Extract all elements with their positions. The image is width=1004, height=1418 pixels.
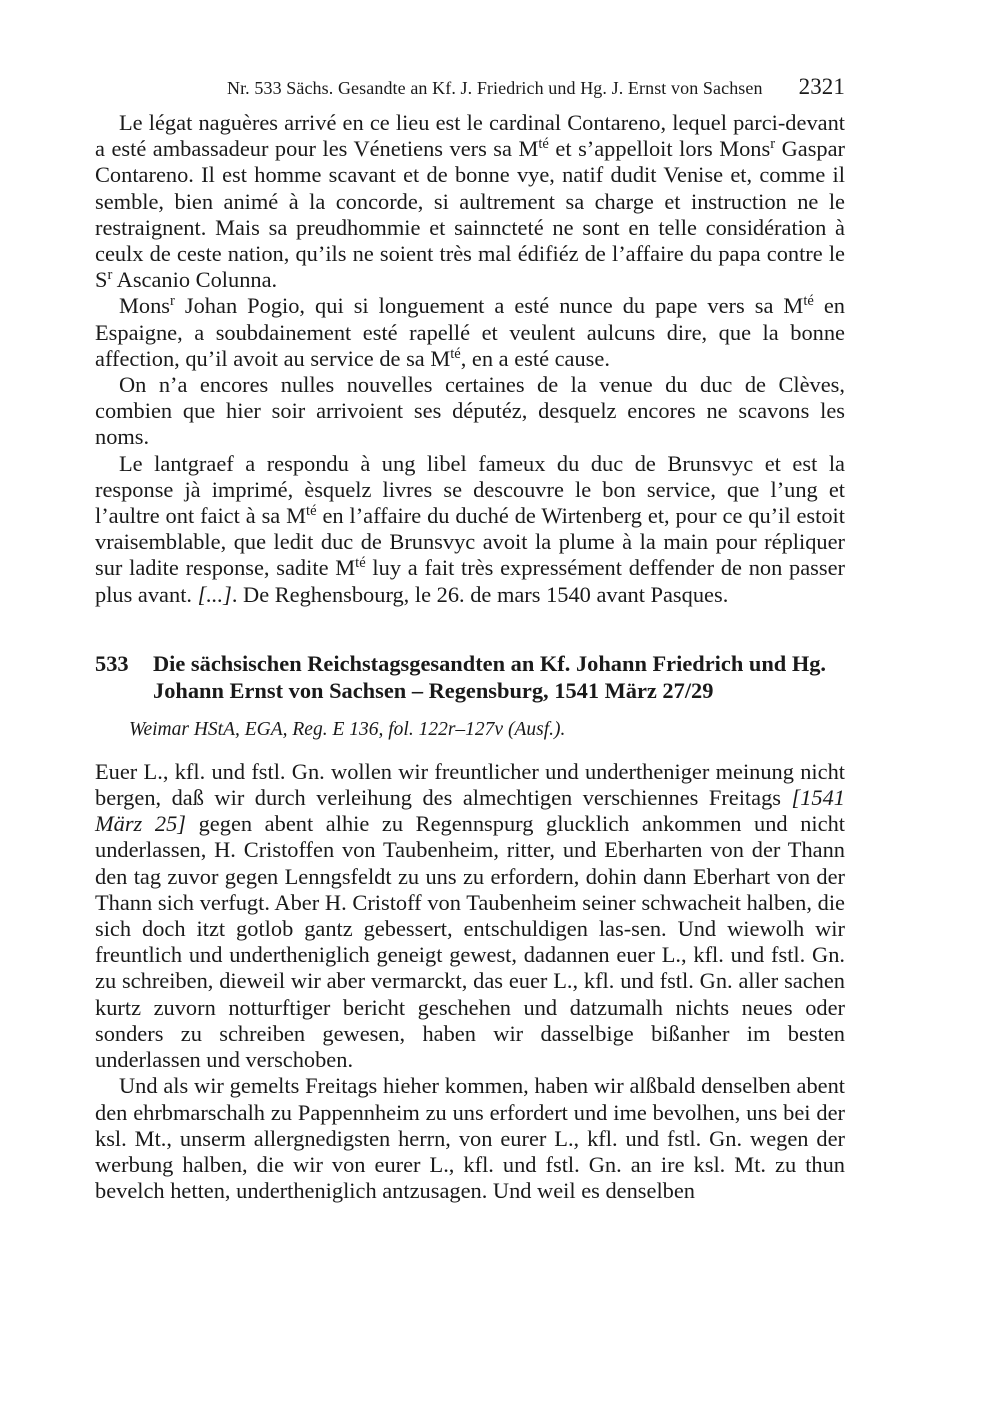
running-header (95, 74, 845, 110)
editorial-date: [1541 März 25] (95, 785, 845, 837)
superscript: r (170, 293, 175, 310)
section-heading (95, 650, 845, 704)
superscript: r (107, 267, 113, 284)
editorial-ellipsis: [...] (197, 581, 232, 607)
paragraph: Le lantgraef a respondu à ung libel fameux du duc de Brunsvyc et est la response jà imprimé, èsquelz livres se descouvre le bon service, que l’ung et l’aultre ont faict à sa $M^{té}$ en l’affaire du duché de Wirtenberg et, pour ce qu’il estoit vraisemblable, que ledit duc de Brunsvyc avoit la plume à la main pour répliquer sur ladite response, sadite $M^{té}$ luy a fait très expressément deffender de non passer plus avant. [...]. De Reghensbourg, le 26. de mars 1540 avant Pasques. (95, 450, 845, 607)
document-page (95, 74, 845, 1204)
superscript: té (355, 555, 366, 572)
paragraph: Mons$^r$ Johan Pogio, qui si longuement a esté nunce du pape vers sa $M^{té}$ en Espaigne, a soubdainement esté rapellé et veulent aulcuns dire, que la bonne affection, qu’il avoit au service de sa $M^{té}$, en a esté cause. (95, 293, 845, 371)
running-title: Nr. 533 Sächs. Gesandte an Kf. J. Friedrich und Hg. J. Ernst von Sachsen (226, 78, 763, 98)
superscript: té (538, 136, 549, 153)
section-title: Die sächsischen Reichstagsgesandten an Kf. Johann Friedrich und Hg. Johann Ernst von Sachsen – Regensburg, 1541 März 27/29 (153, 650, 827, 703)
french-letter-text (95, 110, 845, 608)
superscript: r (770, 136, 776, 153)
superscript: té (803, 293, 814, 310)
superscript: té (450, 345, 461, 362)
paragraph: On n’a encores nulles nouvelles certaines de la venue du duc de Clèves, combien que hier soir arrivoient ses députéz, desquelz encores ne scavons les noms. (95, 372, 845, 450)
superscript: té (306, 503, 317, 520)
source-citation: Weimar HStA, EGA, Reg. E 136, fol. 122r–127v (Ausf.). (129, 718, 566, 740)
paragraph: Le légat naguères arrivé en ce lieu est le cardinal Contareno, lequel parci-devant a esté ambassadeur pour les Vénetiens vers sa $M^{té}$ et s’appelloit lors Mons$^r$ Gaspar Contareno. Il est homme scavant et de bonne vye, natif dudit Venise et, comme il semble, bien animé à la concorde, si aultrement sa charge et instruction ne le restraignent. Mais sa preudhommie et sainncteté ne sont en telle considération à ceulx de ceste nation, qu’ils ne soient très mal édifiéz de l’affaire du papa contre le $S^r$ Ascanio Colunna. (95, 110, 846, 293)
paragraph: Und als wir gemelts Freitags hieher kommen, haben wir alßbald denselben abent den ehrbmarschalh zu Pappennheim zu uns erfordert und ime bevolhen, uns bei der ksl. Mt., unserm allergnedigsten herrn, von eurer L., kfl. und fstl. Gn. wegen der werbung halben, die wir von eurer L., kfl. und fstl. Gn. an ire ksl. Mt. zu thun bevelch hetten, undertheniglich antzusagen. Und weil es denselben (95, 1073, 845, 1204)
section-number: 533 (95, 650, 129, 676)
paragraph: Euer L., kfl. und fstl. Gn. wollen wir freuntlicher und undertheniger meinung nicht bergen, daß wir durch verleihung des almechtigen verschiennes Freitags [1541 März 25] gegen abent alhie zu Regennspurg glucklich ankommen und nicht underlassen, H. Cristoffen von Taubenheim, ritter, und Eberharten von der Thann den tag zuvor gegen Lenngsfeldt zu uns zu erfordern, dohin dann Eberhart von der Thann sich verfugt. Aber H. Cristoff von Taubenheim seiner schwacheit halben, die sich doch itzt gotlob gantz gebessert, entschuldigen las-sen. Und wiewolh wir freuntlich und undertheniglich geneigt gewest, dadannen euer L., kfl. und fstl. Gn. zu schreiben, dieweil wir aber vermarckt, das euer L., kfl. und fstl. Gn. aller sachen kurtz zuvorn notturftiger bericht geschehen und datzumalh nichts neues oder sonders zu schreiben gewesen, haben wir dasselbige bißanher im besten underlassen und verschoben. (95, 758, 846, 1073)
page-number: 2321 (798, 74, 845, 99)
german-letter-text (95, 759, 845, 1204)
